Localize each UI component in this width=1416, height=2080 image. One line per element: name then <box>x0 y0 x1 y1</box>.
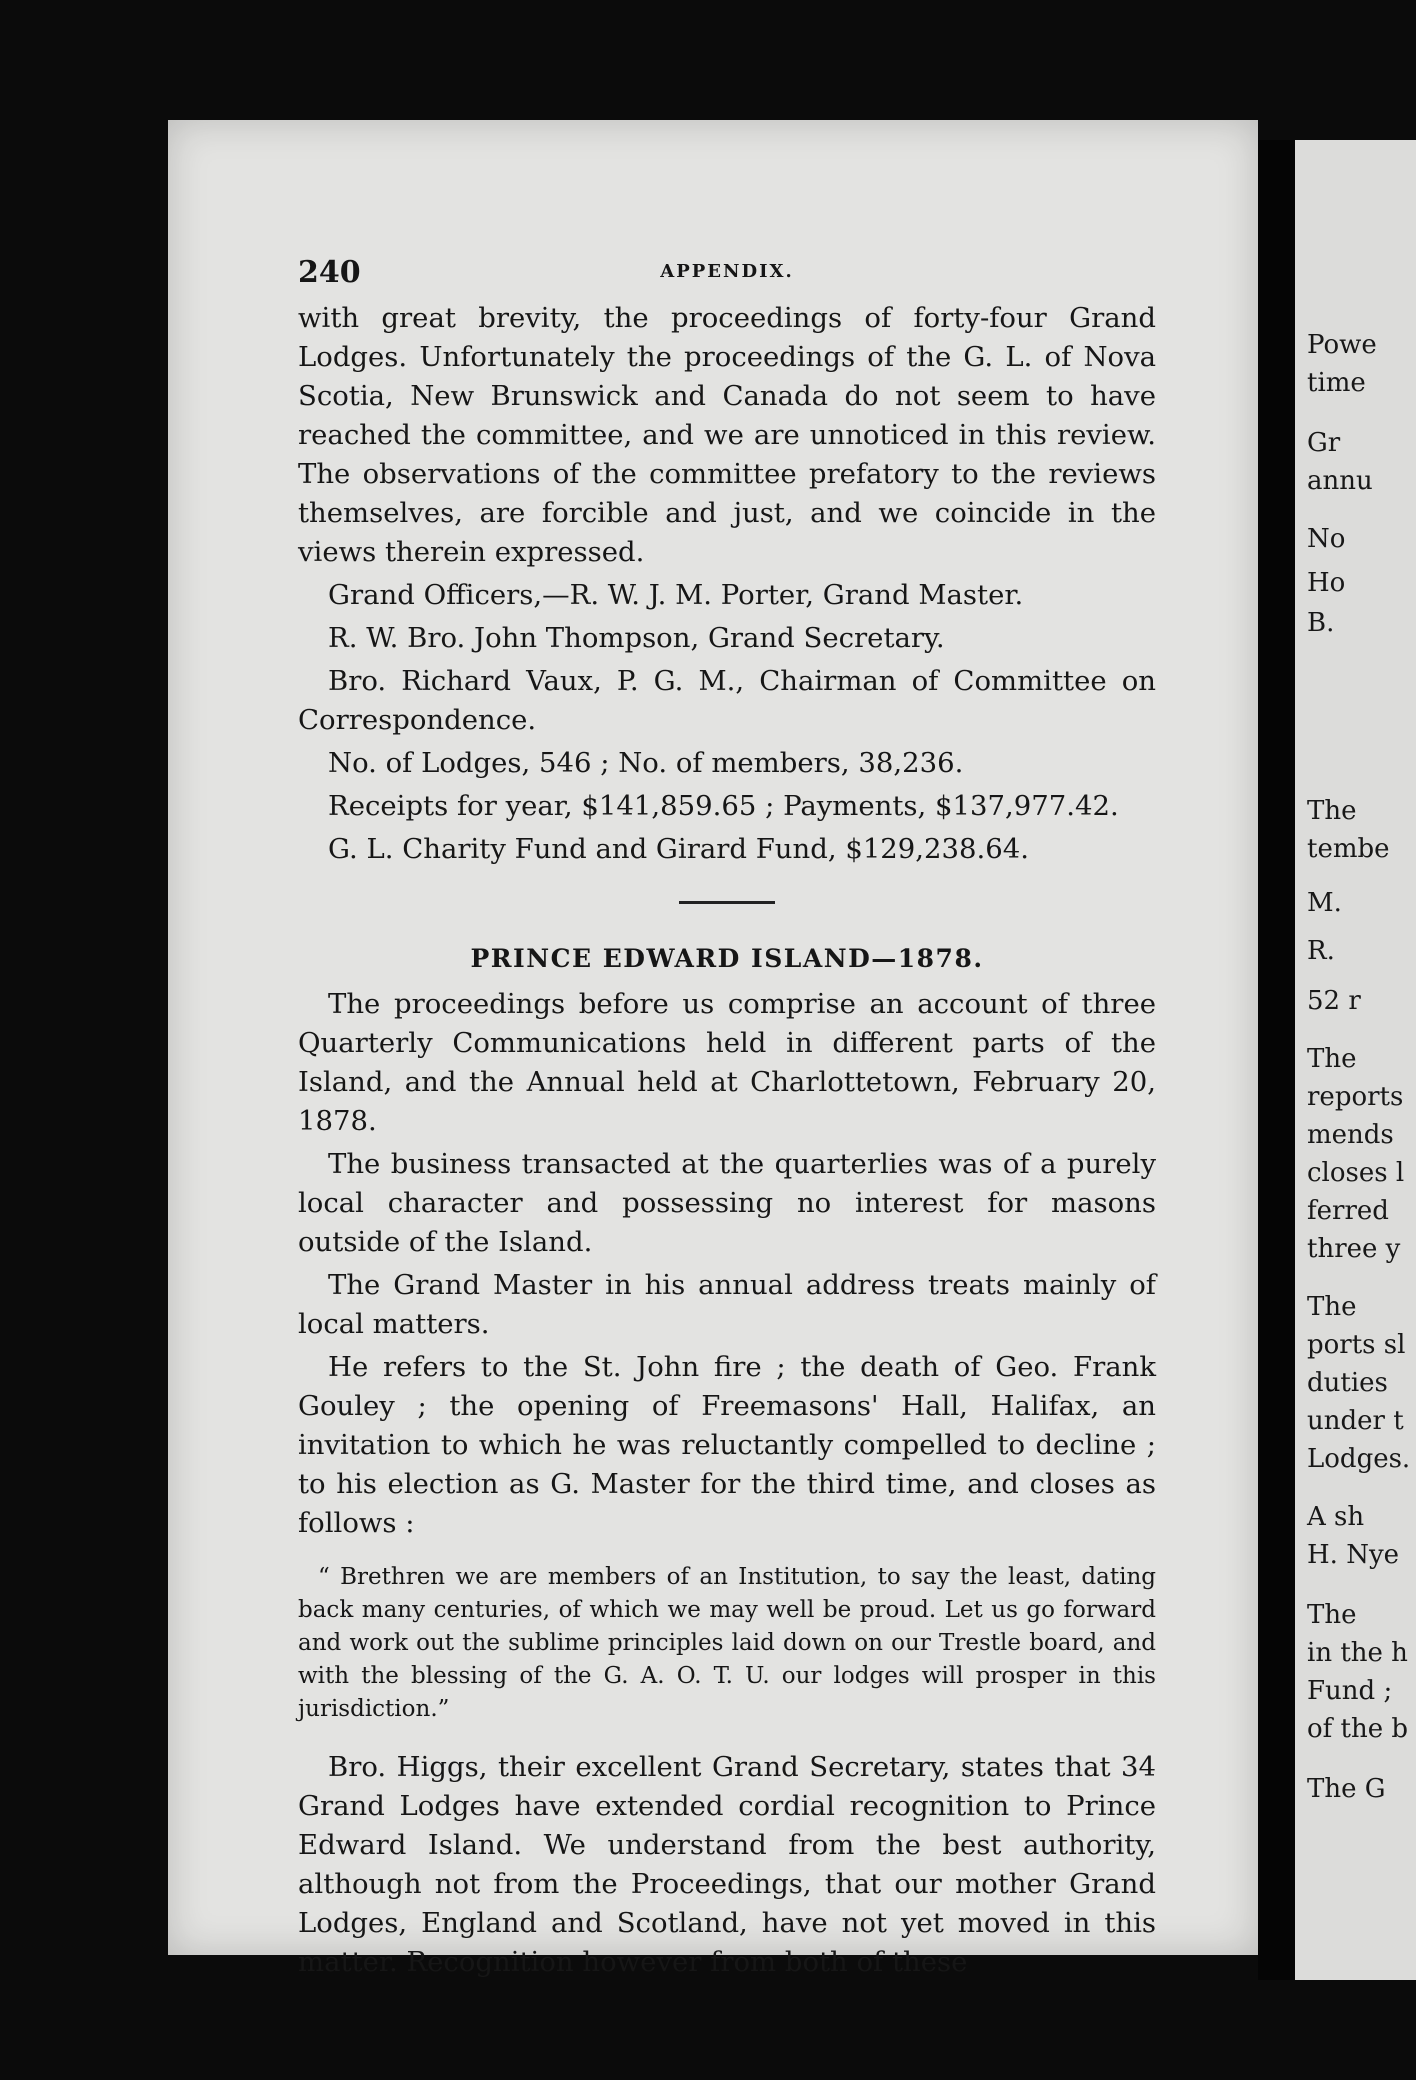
adjacent-page-fragment: mends <box>1307 1120 1394 1150</box>
adjacent-page-fragment: No <box>1307 524 1346 554</box>
officer-line: R. W. Bro. John Thompson, Grand Secretary. <box>328 622 945 654</box>
running-head: APPENDIX. <box>660 261 794 282</box>
closing-paragraph: Bro. Higgs, their excellent Grand Secretary, states that 34 Grand Lodges have extended cordial recognition to Prince Edward Island. We understand from the best authority, although not from the Proceedings, that our mother Grand Lodges, England and Scotland, have not yet moved in this matter. Recognition however from both of these <box>298 1751 1156 1978</box>
officer-line: Bro. Richard Vaux, P. G. M., Chairman of Committee on Correspondence. <box>298 665 1156 736</box>
adjacent-page-fragment: reports <box>1307 1082 1404 1112</box>
adjacent-page-fragment: The <box>1307 796 1357 826</box>
page-content <box>298 255 1156 1982</box>
adjacent-page-fragment: M. <box>1307 888 1342 918</box>
section-paragraph: The Grand Master in his annual address treats mainly of local matters. <box>298 1269 1156 1340</box>
statistics-line: Receipts for year, $141,859.65 ; Payments, $137,977.42. <box>328 790 1119 822</box>
adjacent-page-fragment: closes l <box>1307 1158 1405 1188</box>
book-gutter <box>1258 140 1295 1980</box>
adjacent-page-fragment: H. Nye <box>1307 1540 1400 1570</box>
adjacent-page-fragment: The <box>1307 1292 1357 1322</box>
adjacent-page-fragment: R. <box>1307 936 1335 966</box>
adjacent-page-fragment: ports sl <box>1307 1330 1406 1360</box>
section-paragraph: He refers to the St. John fire ; the death of Geo. Frank Gouley ; the opening of Freemasons' Hall, Halifax, an invitation to which he was reluctantly compelled to decline ; to his election as G. Master for the third time, and closes as follows : <box>298 1351 1156 1539</box>
adjacent-page-fragment: ferred <box>1307 1196 1389 1226</box>
page-number: 240 <box>298 255 361 290</box>
adjacent-page-fragment: Ho <box>1307 568 1346 598</box>
adjacent-page-fragment: Powe <box>1307 330 1377 360</box>
adjacent-page-fragment: time <box>1307 368 1366 398</box>
officer-line: Grand Officers,—R. W. J. M. Porter, Grand Master. <box>328 579 1024 611</box>
adjacent-page-fragment: annu <box>1307 466 1373 496</box>
section-heading: PRINCE EDWARD ISLAND—1878. <box>470 944 984 973</box>
adjacent-page-edge <box>1295 140 1416 1980</box>
adjacent-page-fragment: The G <box>1307 1774 1386 1804</box>
adjacent-page-fragment: under t <box>1307 1406 1404 1436</box>
block-quote: “ Brethren we are members of an Institution, to say the least, dating back many centuries, of which we may well be proud. Let us go forward and work out the sublime principles laid down on our Trestle board, and with the blessing of the G. A. O. T. U. our lodges will prosper in this jurisdiction.” <box>298 1564 1156 1722</box>
statistics-line: G. L. Charity Fund and Girard Fund, $129,238.64. <box>328 833 1030 865</box>
adjacent-page-fragment: B. <box>1307 608 1335 638</box>
adjacent-page-fragment: Gr <box>1307 428 1341 458</box>
adjacent-page-fragment: A sh <box>1307 1502 1365 1532</box>
adjacent-page-fragment: The <box>1307 1600 1357 1630</box>
adjacent-page-fragment: duties <box>1307 1368 1388 1398</box>
adjacent-page-fragment: The <box>1307 1044 1357 1074</box>
adjacent-page-fragment: three y <box>1307 1234 1401 1264</box>
page-header <box>298 255 1156 295</box>
adjacent-page-fragment: Fund ; <box>1307 1676 1393 1706</box>
intro-paragraph: with great brevity, the proceedings of forty-four Grand Lodges. Unfortunately the proceedings of the G. L. of Nova Scotia, New Brunswick and Canada do not seem to have reached the committee, and we are unnoticed in this review. The observations of the committee prefatory to the reviews themselves, are forcible and just, and we coincide in the views therein expressed. <box>298 302 1156 568</box>
section-divider <box>679 901 775 904</box>
book-page <box>168 120 1258 1978</box>
adjacent-page-fragment: tembe <box>1307 834 1390 864</box>
statistics-line: No. of Lodges, 546 ; No. of members, 38,236. <box>328 747 964 779</box>
adjacent-page-fragment: in the h <box>1307 1638 1408 1668</box>
adjacent-page-fragment: Lodges. <box>1307 1444 1411 1474</box>
section-paragraph: The proceedings before us comprise an account of three Quarterly Communications held in different parts of the Island, and the Annual held at Charlottetown, February 20, 1878. <box>298 988 1156 1137</box>
adjacent-page-fragment: of the b <box>1307 1714 1409 1744</box>
adjacent-page-fragment: 52 r <box>1307 986 1361 1016</box>
section-paragraph: The business transacted at the quarterlies was of a purely local character and possessing no interest for masons outside of the Island. <box>298 1148 1156 1258</box>
